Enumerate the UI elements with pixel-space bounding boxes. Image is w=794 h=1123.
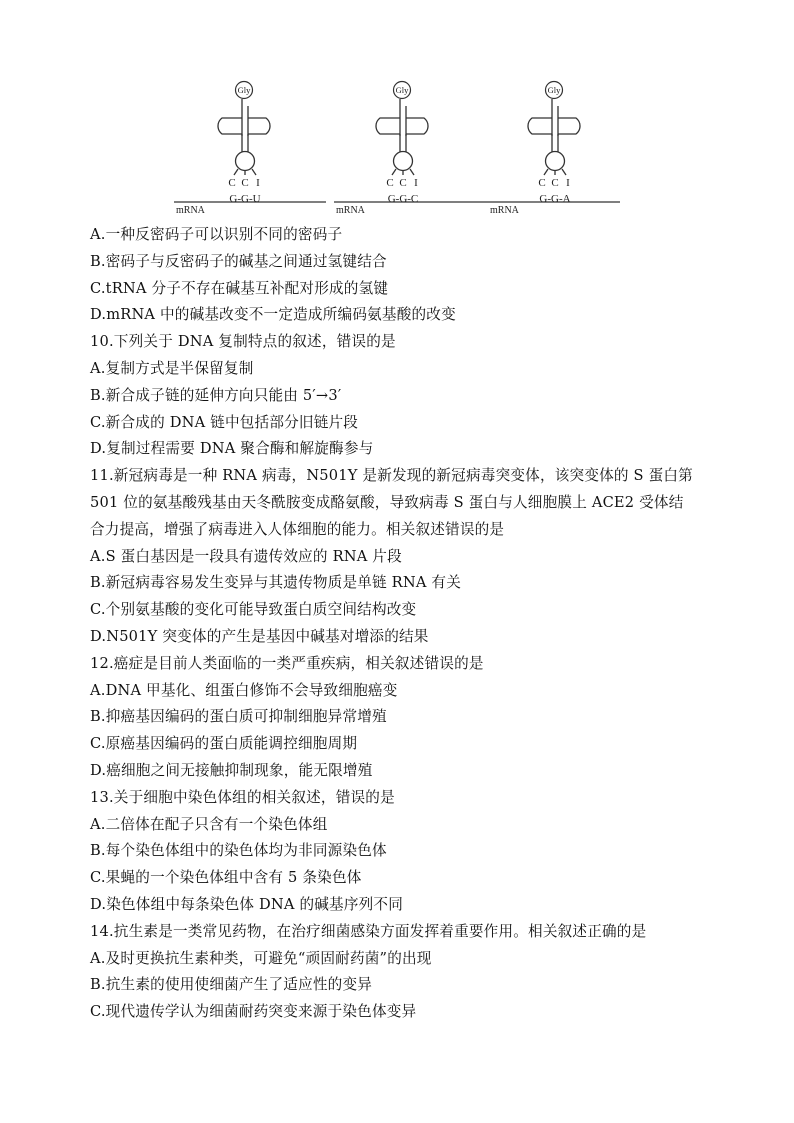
anticodon-loop bbox=[394, 152, 413, 171]
anticodon-base: C bbox=[399, 177, 407, 189]
text-line-4: D.mRNA 中的碱基改变不一定造成所编码氨基酸的改变 bbox=[90, 306, 456, 324]
text-line-28: A.及时更换抗生素种类，可避免“顽固耐药菌”的出现 bbox=[90, 949, 432, 967]
anticodon-base: I bbox=[256, 177, 260, 189]
anticodon-base: I bbox=[566, 177, 570, 189]
amino-acid-label: Gly bbox=[547, 85, 561, 95]
text-line-8: C.新合成的 DNA 链中包括部分旧链片段 bbox=[90, 413, 359, 431]
question-10: 10.下列关于 DNA 复制特点的叙述，错误的是 bbox=[90, 333, 396, 351]
text-line-20: C.原癌基因编码的蛋白质能调控细胞周期 bbox=[90, 735, 358, 753]
text-line-25: C.果蝇的一个染色体组中含有 5 条染色体 bbox=[90, 869, 362, 887]
text-line-13: A.S 蛋白基因是一段具有遗传效应的 RNA 片段 bbox=[90, 547, 402, 565]
question-12: 12.癌症是目前人类面临的一类严重疾病，相关叙述错误的是 bbox=[90, 654, 484, 672]
question-text bbox=[90, 222, 710, 1026]
anticodon-base: C bbox=[241, 177, 249, 189]
anticodon-loop bbox=[236, 152, 255, 171]
t-arm bbox=[248, 118, 270, 134]
amino-acid-label: Gly bbox=[237, 85, 251, 95]
text-line-2: B.密码子与反密码子的碱基之间通过氢键结合 bbox=[90, 252, 387, 270]
question-14: 14.抗生素是一类常见药物，在治疗细菌感染方面发挥着重要作用。相关叙述正确的是 bbox=[90, 922, 647, 940]
t-arm bbox=[558, 118, 580, 134]
text-line-9: D.复制过程需要 DNA 聚合酶和解旋酶参与 bbox=[90, 440, 374, 458]
d-arm bbox=[218, 118, 242, 134]
text-line-26: D.染色体组中每条染色体 DNA 的碱基序列不同 bbox=[90, 895, 404, 913]
anticodon-base: I bbox=[414, 177, 418, 189]
trna-diagram bbox=[170, 78, 630, 220]
anticodon-tick bbox=[392, 169, 396, 175]
trna-figure bbox=[170, 78, 630, 220]
text-line-29: B.抗生素的使用使细菌产生了适应性的变异 bbox=[90, 976, 373, 994]
anticodon-tick bbox=[252, 169, 256, 175]
anticodon-base: C bbox=[551, 177, 559, 189]
text-line-1: A.一种反密码子可以识别不同的密码子 bbox=[90, 226, 343, 243]
anticodon-tick bbox=[410, 169, 414, 175]
anticodon-tick bbox=[544, 169, 548, 175]
anticodon-tick bbox=[562, 169, 566, 175]
text-line-30: C.现代遗传学认为细菌耐药突变来源于染色体变异 bbox=[90, 1003, 417, 1021]
text-line-23: A.二倍体在配子只含有一个染色体组 bbox=[90, 815, 328, 833]
mrna-label: mRNA bbox=[490, 205, 519, 216]
text-line-14: B.新冠病毒容易发生变异与其遗传物质是单链 RNA 有关 bbox=[90, 574, 462, 592]
text-line-21: D.癌细胞之间无接触抑制现象，能无限增殖 bbox=[90, 761, 373, 779]
text-line-3: C.tRNA 分子不存在碱基互补配对形成的氢键 bbox=[90, 279, 389, 297]
anticodon-loop bbox=[546, 152, 565, 171]
d-arm bbox=[528, 118, 552, 134]
text-line-24: B.每个染色体组中的染色体均为非同源染色体 bbox=[90, 842, 387, 860]
codon-label: G-G-U bbox=[229, 193, 261, 205]
text-line-7: B.新合成子链的延伸方向只能由 5′→3′ bbox=[90, 386, 342, 404]
mrna-label: mRNA bbox=[176, 205, 205, 216]
amino-acid-label: Gly bbox=[395, 85, 409, 95]
text-line-16: D.N501Y 突变体的产生是基因中碱基对增添的结果 bbox=[90, 627, 429, 645]
text-line-19: B.抑癌基因编码的蛋白质可抑制细胞异常增殖 bbox=[90, 708, 387, 726]
text-line-18: A.DNA 甲基化、组蛋白修饰不会导致细胞癌变 bbox=[90, 681, 398, 699]
anticodon-base: C bbox=[386, 177, 394, 189]
codon-label: G-G-C bbox=[387, 193, 419, 205]
mrna-label: mRNA bbox=[336, 205, 365, 216]
t-arm bbox=[406, 118, 428, 134]
anticodon-base: C bbox=[538, 177, 546, 189]
question-11: 11.新冠病毒是一种 RNA 病毒，N501Y 是新发现的新冠病毒突变体，该突变体的 S 蛋白第 bbox=[90, 467, 693, 485]
text-line-6: A.复制方式是半保留复制 bbox=[90, 359, 254, 377]
question-13: 13.关于细胞中染色体组的相关叙述，错误的是 bbox=[90, 788, 395, 806]
d-arm bbox=[376, 118, 400, 134]
text-line-11: 501 位的氨基酸残基由天冬酰胺变成酪氨酸，导致病毒 S 蛋白与人细胞膜上 ACE2 受体结 bbox=[90, 493, 684, 511]
codon-label: G-G-A bbox=[539, 193, 571, 205]
text-line-12: 合力提高，增强了病毒进入人体细胞的能力。相关叙述错误的是 bbox=[90, 520, 505, 538]
text-line-15: C.个别氨基酸的变化可能导致蛋白质空间结构改变 bbox=[90, 601, 417, 619]
anticodon-tick bbox=[234, 169, 238, 175]
anticodon-base: C bbox=[228, 177, 236, 189]
